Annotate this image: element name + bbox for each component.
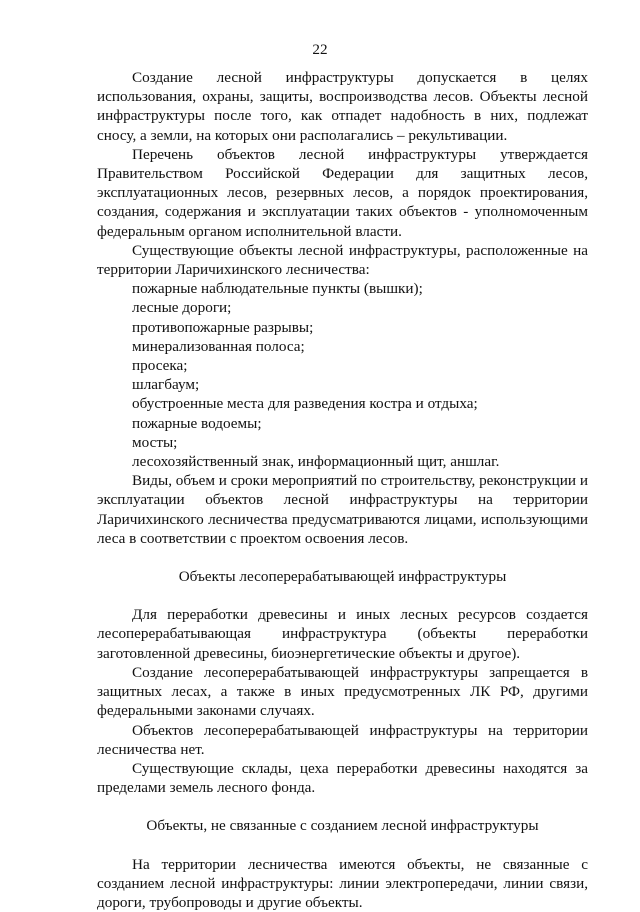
page-number: 22 bbox=[312, 41, 328, 58]
list-item: противопожарные разрывы; bbox=[132, 318, 314, 336]
list-item: просека; bbox=[132, 357, 188, 375]
paragraph-processing-purpose: Для переработки древесины и иных лесных ресурсов создается лесоперерабатывающая инфраструктура (объекты переработки заготовленной древесины, биоэнергетические объекты и другое). bbox=[97, 606, 588, 662]
list-item: пожарные наблюдательные пункты (вышки); bbox=[132, 280, 423, 298]
paragraph-works: Виды, объем и сроки мероприятий по строительству, реконструкции и эксплуатации объектов лесной инфраструктуры на территории Ларичихинского лесничества предусматриваются лицами, использующими леса в соответствии с проектом освоения лесов. bbox=[97, 472, 588, 547]
spacer bbox=[97, 548, 588, 567]
paragraph-existing-objects-intro: Существующие объекты лесной инфраструктуры, расположенные на территории Ларичихинского лесничества: bbox=[97, 241, 588, 279]
section-heading-other-objects: Объекты, не связанные с созданием лесной инфраструктуры bbox=[146, 817, 539, 835]
list-item: обустроенные места для разведения костра и отдыха; bbox=[132, 395, 478, 413]
paragraph-processing-none: Объектов лесоперерабатывающей инфраструктуры на территории лесничества нет. bbox=[97, 721, 588, 758]
paragraph-processing-warehouses: Существующие склады, цеха переработки древесины находятся за пределами земель лесного фонда. bbox=[97, 759, 588, 797]
paragraph-processing-prohibition: Создание лесоперерабатывающей инфраструктуры запрещается в защитных лесах, а также в иных предусмотренных ЛК РФ, другими федеральными законами случаях. bbox=[97, 663, 588, 720]
infrastructure-list bbox=[97, 279, 588, 471]
spacer bbox=[97, 836, 588, 855]
paragraph-infrastructure-approval: Перечень объектов лесной инфраструктуры утверждается Правительством Российской Федерации для защитных лесов, эксплуатационных лесов, резервных лесов, а порядок проектирования, создания, содержания и эксплуатации таких объектов - уполномоченным федеральным органом исполнительной власти. bbox=[97, 145, 588, 240]
section-heading-processing: Объекты лесоперерабатывающей инфраструктуры bbox=[178, 568, 507, 586]
spacer bbox=[97, 797, 588, 816]
list-item: пожарные водоемы; bbox=[132, 414, 262, 432]
list-item: лесохозяйственный знак, информационный щит, аншлаг. bbox=[132, 453, 500, 471]
list-item: минерализованная полоса; bbox=[132, 337, 305, 355]
page-content bbox=[97, 68, 588, 912]
list-item: шлагбаум; bbox=[132, 376, 200, 394]
list-item: мосты; bbox=[132, 433, 178, 451]
paragraph-other-objects: На территории лесничества имеются объекты, не связанные с созданием лесной инфраструктуры: линии электропередачи, линии связи, дороги, трубопроводы и другие объекты. bbox=[97, 855, 588, 911]
spacer bbox=[97, 586, 588, 605]
list-item: лесные дороги; bbox=[132, 299, 232, 317]
paragraph-infrastructure-purpose: Создание лесной инфраструктуры допускается в целях использования, охраны, защиты, воспроизводства лесов. Объекты лесной инфраструктуры после того, как отпадет надобность в них, подлежат сносу, а земли, на которых они располагались – рекультивации. bbox=[97, 69, 588, 144]
